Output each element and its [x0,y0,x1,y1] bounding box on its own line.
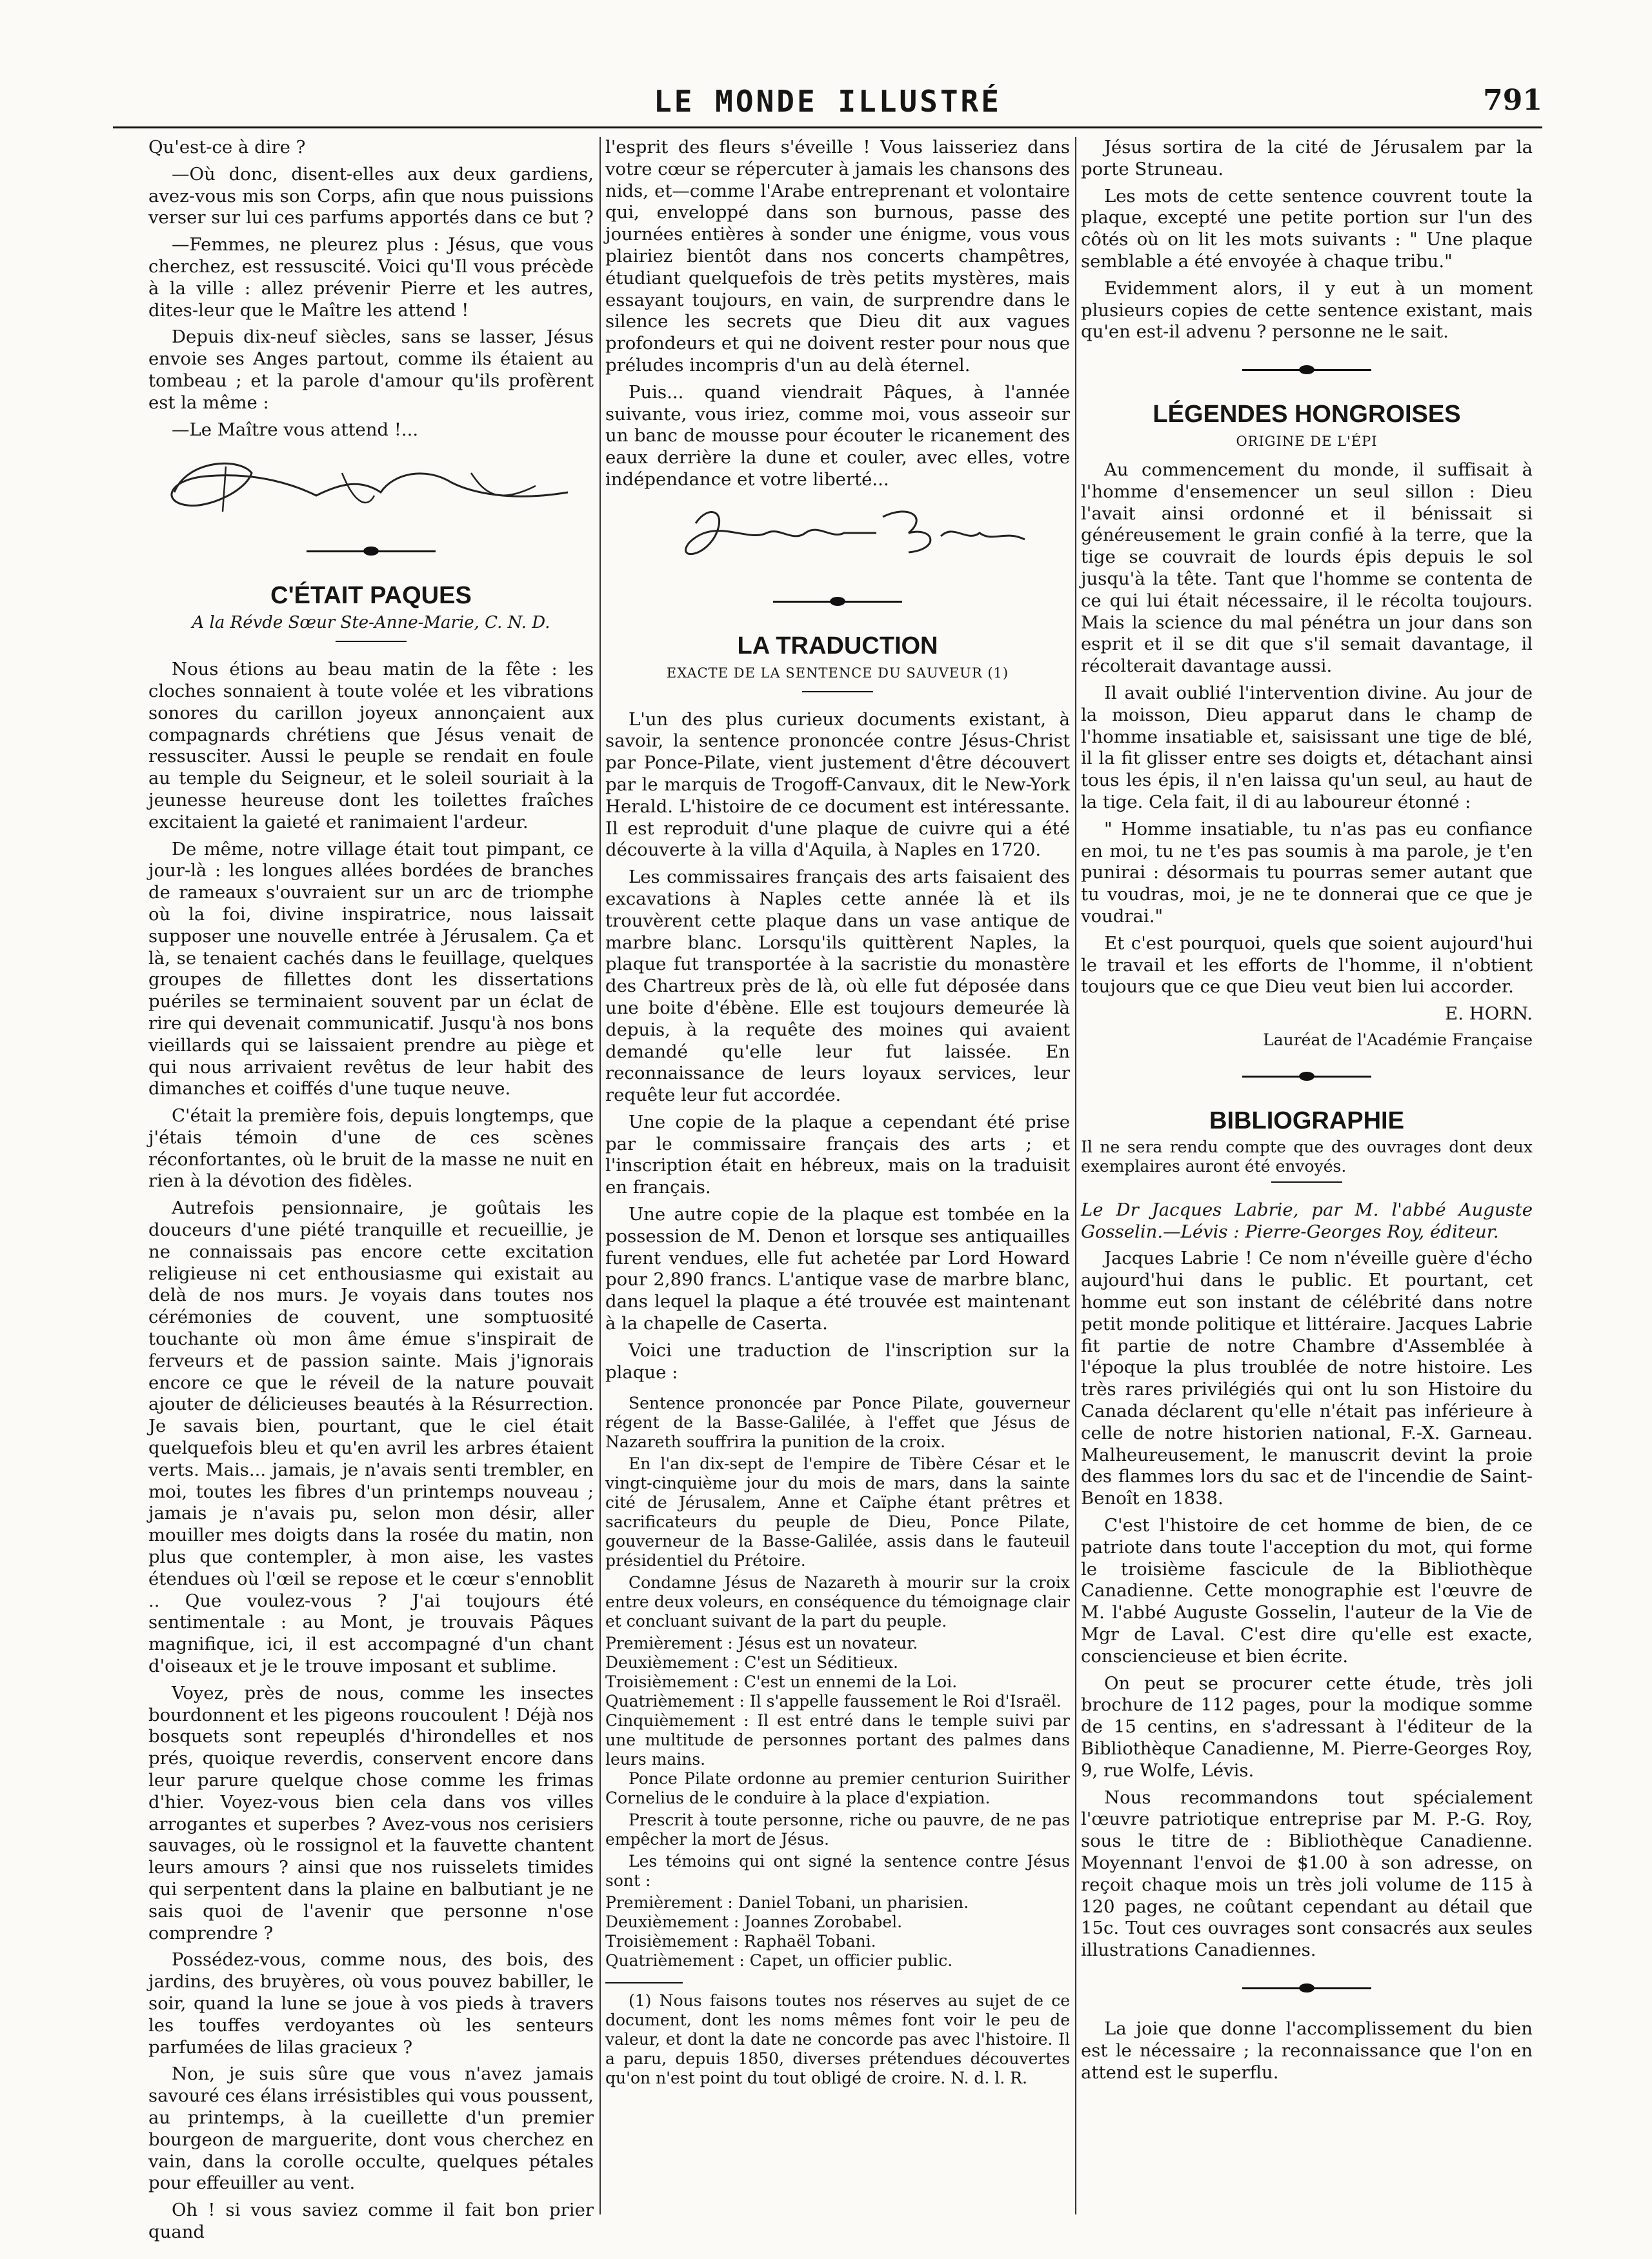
ornament-divider [307,547,436,556]
section-title: LÉGENDES HONGROISES [1153,401,1461,428]
header-rule [113,126,1542,128]
inscription-paragraph: Condamne Jésus de Nazareth à mourir sur la croix entre deux voleurs, en conséquence du témoignage clair et concluant suivant de la part du peuple. [605,1573,1070,1631]
text-paragraph: Jésus sortira de la cité de Jérusalem par la porte Struneau. [1081,137,1533,179]
text-paragraph: De même, notre village était tout pimpant, ce jour-là : les longues allées bordées de branches de rameaux s'ouvraient sur un arc de triomphe où la foi, divine inspiratrice, nous laissait supposer une nouvelle entrée à Jérusalem. Ça et là, se tenaient cachés dans le feuillage, quelques groupes de fillettes dont les dissertations puériles se terminaient souvent par un éclat de rire qui devenait communicatif. Jusqu'à nos bons vieillards qui se laissaient prendre au piège et qui nous arrivaient revêtus de leur habit des dimanches et coiffés d'une tuque neuve. [148,838,594,1099]
newspaper-title: LE MONDE ILLUSTRÉ [654,84,1002,119]
signature-graphic [605,497,1070,575]
page-number: 791 [1483,84,1542,117]
text-paragraph: Une autre copie de la plaque est tombée en la possession de M. Denon et lorsque ses antiquailles furent vendues, elle fut achetée par Lord Howard pour 2,890 francs. L'antique vase de marbre blanc, dans lequel la plaque a été trouvée est maintenant à la chapelle de Caserta. [605,1204,1070,1334]
ornament-divider [773,597,902,606]
text-paragraph: Jacques Labrie ! Ce nom n'éveille guère d'écho aujourd'hui dans le public. Et pourtant, cet homme eut son instant de célébrité dans notre petit monde politique et littéraire. Jacques Labrie fit partie de notre Chambre d'Assemblée à l'époque la plus troublée de notre histoire. Les très rares privilégiés qui ont lu son Histoire du Canada déclarent qu'elle n'était pas inférieure à celle de notre historien national, F.-X. Garneau. Malheureusement, le manuscrit devint la proie des flammes lors du sac et de l'incendie de Saint-Benoît en 1838. [1081,1248,1533,1509]
footnote: (1) Nous faisons toutes nos réserves au sujet de ce document, dont les noms mêmes font voir le peu de valeur, et dont la date ne concorde pas avec l'histoire. Il a paru, depuis 1850, diverses prétendues découvertes qu'on n'est point du tout obligé de croire. N. d. l. R. [605,1991,1070,2088]
closing-maxim: La joie que donne l'accomplissement du bien est le nécessaire ; la reconnaissance que l'on en attend est le superflu. [1081,2018,1533,2083]
ornament-divider [1242,1072,1371,1081]
text-paragraph: l'esprit des fleurs s'éveille ! Vous laisseriez dans votre cœur se répercuter à jamais les chansons des nids, et—comme l'Arabe entreprenant et volontaire qui, enveloppé dans son burnous, passe des journées entières à sonder une énigme, vous vous plairiez bientôt dans nos concerts champêtres, étudiant quelquefois de très petits mystères, mais essayant toujours, en vain, de surprendre dans le silence les secrets que Dieu dit aux vagues profondeurs et qui ne doivent rester pour nous que préludes incompris d'un au delà éternel. [605,137,1070,376]
inscription-item: Troisièmement : C'est un ennemi de la Loi. [605,1672,958,1692]
text-paragraph: Autrefois pensionnaire, je goûtais les douceurs d'une piété tranquille et recueillie, je ne connaissais pas encore cette excitation religieuse ni cet enthousiasme qui existait au delà de nos murs. Je voyais dans toutes nos cérémonies de couvent, une somptuosité touchante où mon âme émue s'inspirait de ferveurs et de passion sainte. Mais j'ignorais encore ce que le réveil de la nature pouvait ajouter de délicieuses beautés à la Résurrection. Je savais bien, pourtant, que le ciel était quelquefois bleu et qu'en avril les arbres étaient verts. Mais... jamais, je n'avais senti trembler, en moi, toutes les fibres d'un printemps nouveau ; jamais je n'avais pu, selon mon désir, aller mouiller mes doigts dans la rosée du matin, non plus que contempler, à mon aise, les vastes étendues où l'œil se repose et le cœur s'ennoblit .. Que voulez-vous ? J'ai toujours été sentimentale : au Mont, je trouvais Pâques magnifique, ici, il est accompagné d'un chant d'oiseaux et je le trouve imposant et sublime. [148,1198,594,1677]
text-paragraph: C'était la première fois, depuis longtemps, que j'étais témoin d'une de ces scènes réconfortantes, où le bruit de la masse ne nuit en rien à la dévotion des fidèles. [148,1105,594,1192]
text-paragraph: Non, je suis sûre que vous n'avez jamais savouré ces élans irrésistibles qui vous poussent, au printemps, à la cueillette d'un premier bourgeon de marguerite, dont vous cherchez en vain, dans la corolle occulte, quelques pétales pour effeuiller au vent. [148,2063,594,2194]
bibliographie-notice: Il ne sera rendu compte que des ouvrages dont deux exemplaires auront été envoyés. [1081,1137,1533,1176]
text-paragraph: Voici une traduction de l'inscription sur la plaque : [605,1340,1070,1383]
section-title: BIBLIOGRAPHIE [1209,1107,1404,1134]
inscription-item: Deuxièmement : C'est un Séditieux. [605,1653,898,1672]
inscription-paragraph: En l'an dix-sept de l'empire de Tibère César et le vingt-cinquième jour du mois de mars, dans la sainte cité de Jérusalem, Anne et Caïphe étant prêtres et sacrificateurs du peuple de Dieu, Ponce Pilate, gouverneur de la Basse-Galilée, assis dans le fauteuil présidentiel du Prétoire. [605,1454,1070,1571]
article-title: LA TRADUCTION [737,632,938,659]
text-paragraph: Et c'est pourquoi, quels que soient aujourd'hui le travail et les efforts de l'homme, il n'obtient toujours que ce que Dieu veut bien lui accorder. [1081,932,1533,998]
column-2 [605,137,1070,2214]
inscription-item: Premièrement : Jésus est un novateur. [605,1634,918,1653]
short-rule [336,641,407,642]
inscription-item: Premièrement : Daniel Tobani, un pharisien. [605,1893,969,1913]
inscription-paragraph: Ponce Pilate ordonne au premier centurion Suirither Cornelius de le conduire à la place d'expiation. [605,1769,1070,1808]
text-paragraph: C'est l'histoire de cet homme de bien, de ce patriote dans toute l'acception du mot, qui forme le troisième fascicule de la Bibliothèque Canadienne. Cette monographie est l'œuvre de M. l'abbé Auguste Gosselin, l'auteur de la Vie de Mgr de Laval. C'est dire qu'elle est exacte, consciencieuse et bien écrite. [1081,1515,1533,1667]
text-paragraph: Au commencement du monde, il suffisait à l'homme d'ensemencer un seul sillon : Dieu l'avait ainsi ordonné et il bénissait si généreusement le grain confié à la terre, que la tige se couvrait de lourds épis depuis le sol jusqu'à la tête. Tant que l'homme se contenta de ce qui lui était nécessaire, il le récolta toujours. Mais la science du mal pénétra un jour dans son esprit et il se dit que s'il semait davantage, il récolterait davantage aussi. [1081,459,1533,677]
ornament-divider [1242,1983,1371,1993]
article-title: C'ÉTAIT PAQUES [270,582,472,610]
column-1 [148,137,594,2242]
text-paragraph: —Où donc, disent-elles aux deux gardiens, avez-vous mis son Corps, afin que nous puissions verser sur lui ces parfums apportés dans ce but ? [148,163,594,228]
text-paragraph: Nous étions au beau matin de la fête : les cloches sonnaient à toute volée et les vibrations sonores du carillon joyeux annonçaient aux compagnards chrétiens que Jésus venait de ressusciter. Aussi le peuple se rendait en foule au temple du Seigneur, et le soleil souriait à la jeunesse heureuse dont les toilettes fraîches excitaient la gaieté et ranimaient l'ardeur. [148,659,594,832]
book-entry: Le Dr Jacques Labrie, par M. l'abbé Auguste Gosselin.—Lévis : Pierre-Georges Roy, éditeur. [1081,1199,1533,1242]
inscription-item: Troisièmement : Raphaël Tobani. [605,1932,876,1951]
inscription-paragraph: Les témoins qui ont signé la sentence contre Jésus sont : [605,1852,1070,1891]
text-paragraph: Possédez-vous, comme nous, des bois, des jardins, des bruyères, où vous pouvez babiller, le soir, quand la lune se joue à vos pieds à travers les touffes verdoyantes où les senteurs parfumées de lilas gracieux ? [148,1949,594,2058]
article-dedication: A la Révde Sœur Ste-Anne-Marie, C. N. D. [192,613,550,633]
text-paragraph: Les commissaires français des arts faisaient des excavations à Naples cette année là et ils trouvèrent cette plaque dans un vase antique de marbre blanc. Lorsqu'ils quittèrent Naples, la plaque fut transportée à la sacristie du monastère des Chartreux près de là, où elle fut déposée dans une boite d'ébène. Elle est toujours demeurée là depuis, à la requête des moines qui avaient demandé qu'elle leur fut laissée. En reconnaissance de leurs loyaux services, leur requête leur fut accordée. [605,867,1070,1106]
inscription-paragraph: Prescrit à toute personne, riche ou pauvre, de ne pas empêcher la mort de Jésus. [605,1811,1070,1849]
author-title: Lauréat de l'Académie Française [1263,1030,1533,1049]
text-paragraph: Les mots de cette sentence couvrent toute la plaque, excepté une petite portion sur l'un des côtés où on lit les mots suivants : " Une plaque semblable a été envoyée à chaque tribu." [1081,185,1533,272]
masthead [113,84,1542,123]
inscription-item: Deuxièmement : Joannes Zorobabel. [605,1913,903,1932]
text-paragraph: —Le Maître vous attend !... [172,419,419,440]
text-paragraph: —Femmes, ne pleurez plus : Jésus, que vous cherchez, est ressuscité. Voici qu'Il vous précède à la ville : allez prévenir Pierre et les autres, dites-leur que le Maître les attend ! [148,234,594,321]
signature-graphic [148,447,594,525]
column-divider [1075,137,1076,2214]
text-paragraph: Nous recommandons tout spécialement l'œuvre patriotique entreprise par M. P.-G. Roy, sous le titre de : Bibliothèque Canadienne. Moyennant l'envoi de $1.00 à son adresse, on reçoit chaque mois un très joli volume de 115 à 120 pages, ne coûtant cependant au détail que 15c. Tout ces ouvrages sont consacrés aux seules illustrations Canadiennes. [1081,1787,1533,1961]
column-3 [1081,137,1533,2214]
inscription-item: Quatrièmement : Capet, un officier public. [605,1951,953,1971]
text-paragraph: Depuis dix-neuf siècles, sans se lasser, Jésus envoie ses Anges partout, comme ils étaient au tombeau ; et la parole d'amour qu'ils profèrent est la même : [148,326,594,413]
text-paragraph: Puis... quand viendrait Pâques, à l'année suivante, vous iriez, comme moi, vous asseoir sur un banc de mousse pour écouter le ricanement des eaux derrière la dune et couler, avec elles, votre indépendance et votre liberté... [605,381,1070,490]
author-name: E. HORN. [1445,1003,1533,1025]
text-paragraph: On peut se procurer cette étude, très joli brochure de 112 pages, pour la modique somme de 15 centins, en s'adressant à l'éditeur de la Bibliothèque Canadienne, M. Pierre-Georges Roy, 9, rue Wolfe, Lévis. [1081,1672,1533,1781]
text-paragraph: Il avait oublié l'intervention divine. Au jour de la moisson, Dieu apparut dans le champ de l'homme insatiable et, saisissant une tige de blé, il la fit glisser entre ses doigts et, détachant ainsi tous les épis, il n'en laissa qu'un seul, au haut de la tige. Cela fait, il di au laboureur étonné : [1081,682,1533,812]
text-paragraph: Une copie de la plaque a cependant été prise par le commissaire français des arts ; et l'inscription était en hébreux, mais on la traduisit en français. [605,1111,1070,1198]
inscription-text [605,1394,1070,1971]
text-paragraph: Evidemment alors, il y eut à un moment plusieurs copies de cette sentence existant, mais qu'en est-il advenu ? personne ne le sait. [1081,277,1533,343]
inscription-item: Cinquièmement : Il est entré dans le temple suivi par une multitude de personnes portant des palmes dans leurs mains. [605,1711,1070,1769]
text-paragraph: L'un des plus curieux documents existant, à savoir, la sentence prononcée contre Jésus-Christ par Ponce-Pilate, vient justement d'être découvert par le marquis de Trogoff-Canvaux, dit le New-York Herald. L'histoire de ce document est intéressante. Il est reproduit d'une plaque de cuivre qui a été découverte à la villa d'Aquila, à Naples en 1720. [605,708,1070,861]
inscription-paragraph: Sentence prononcée par Ponce Pilate, gouverneur régent de la Basse-Galilée, à l'effet que Jésus de Nazareth souffrira la punition de la croix. [605,1394,1070,1452]
ornament-divider [1242,365,1371,374]
text-paragraph: " Homme insatiable, tu n'as pas eu confiance en moi, tu ne t'es pas soumis à ma parole, je t'en punirai : désormais tu pourras semer autant que tu voudras, moi, je ne te donnerai que ce que je voudrai." [1081,818,1533,927]
article-subtitle: EXACTE DE LA SENTENCE DU SAUVEUR (1) [666,665,1009,681]
short-rule [802,691,873,692]
text-paragraph: Oh ! si vous saviez comme il fait bon prier quand [148,2200,594,2242]
text-paragraph: Qu'est-ce à dire ? [148,137,306,157]
short-rule [1271,1181,1342,1183]
signature-firmin-picard [148,447,594,525]
footnote-rule [605,1982,683,1983]
section-subtitle: ORIGINE DE L'ÉPI [1236,434,1378,450]
inscription-item: Quatrièmement : Il s'appelle faussement le Roi d'Israël. [605,1692,1062,1711]
column-divider [599,137,601,2214]
signature-pierre-des-bois [605,497,1070,575]
text-paragraph: Voyez, près de nous, comme les insectes bourdonnent et les pigeons roucoulent ! Déjà nos bosquets sont repeuplés d'hirondelles et nos prés, quoique reverdis, conservent encore dans leur parure quelque chose comme les frimas d'hier. Voyez-vous bien cela dans vos villes arrogantes et superbes ? Avez-vous nos cerisiers sauvages, où le rossignol et la fauvette chantent leurs amours ? ainsi que nos ruisselets timides qui serpentent dans la plaine en balbutiant je ne sais quoi de l'avenir que personne n'ose comprendre ? [148,1682,594,1943]
